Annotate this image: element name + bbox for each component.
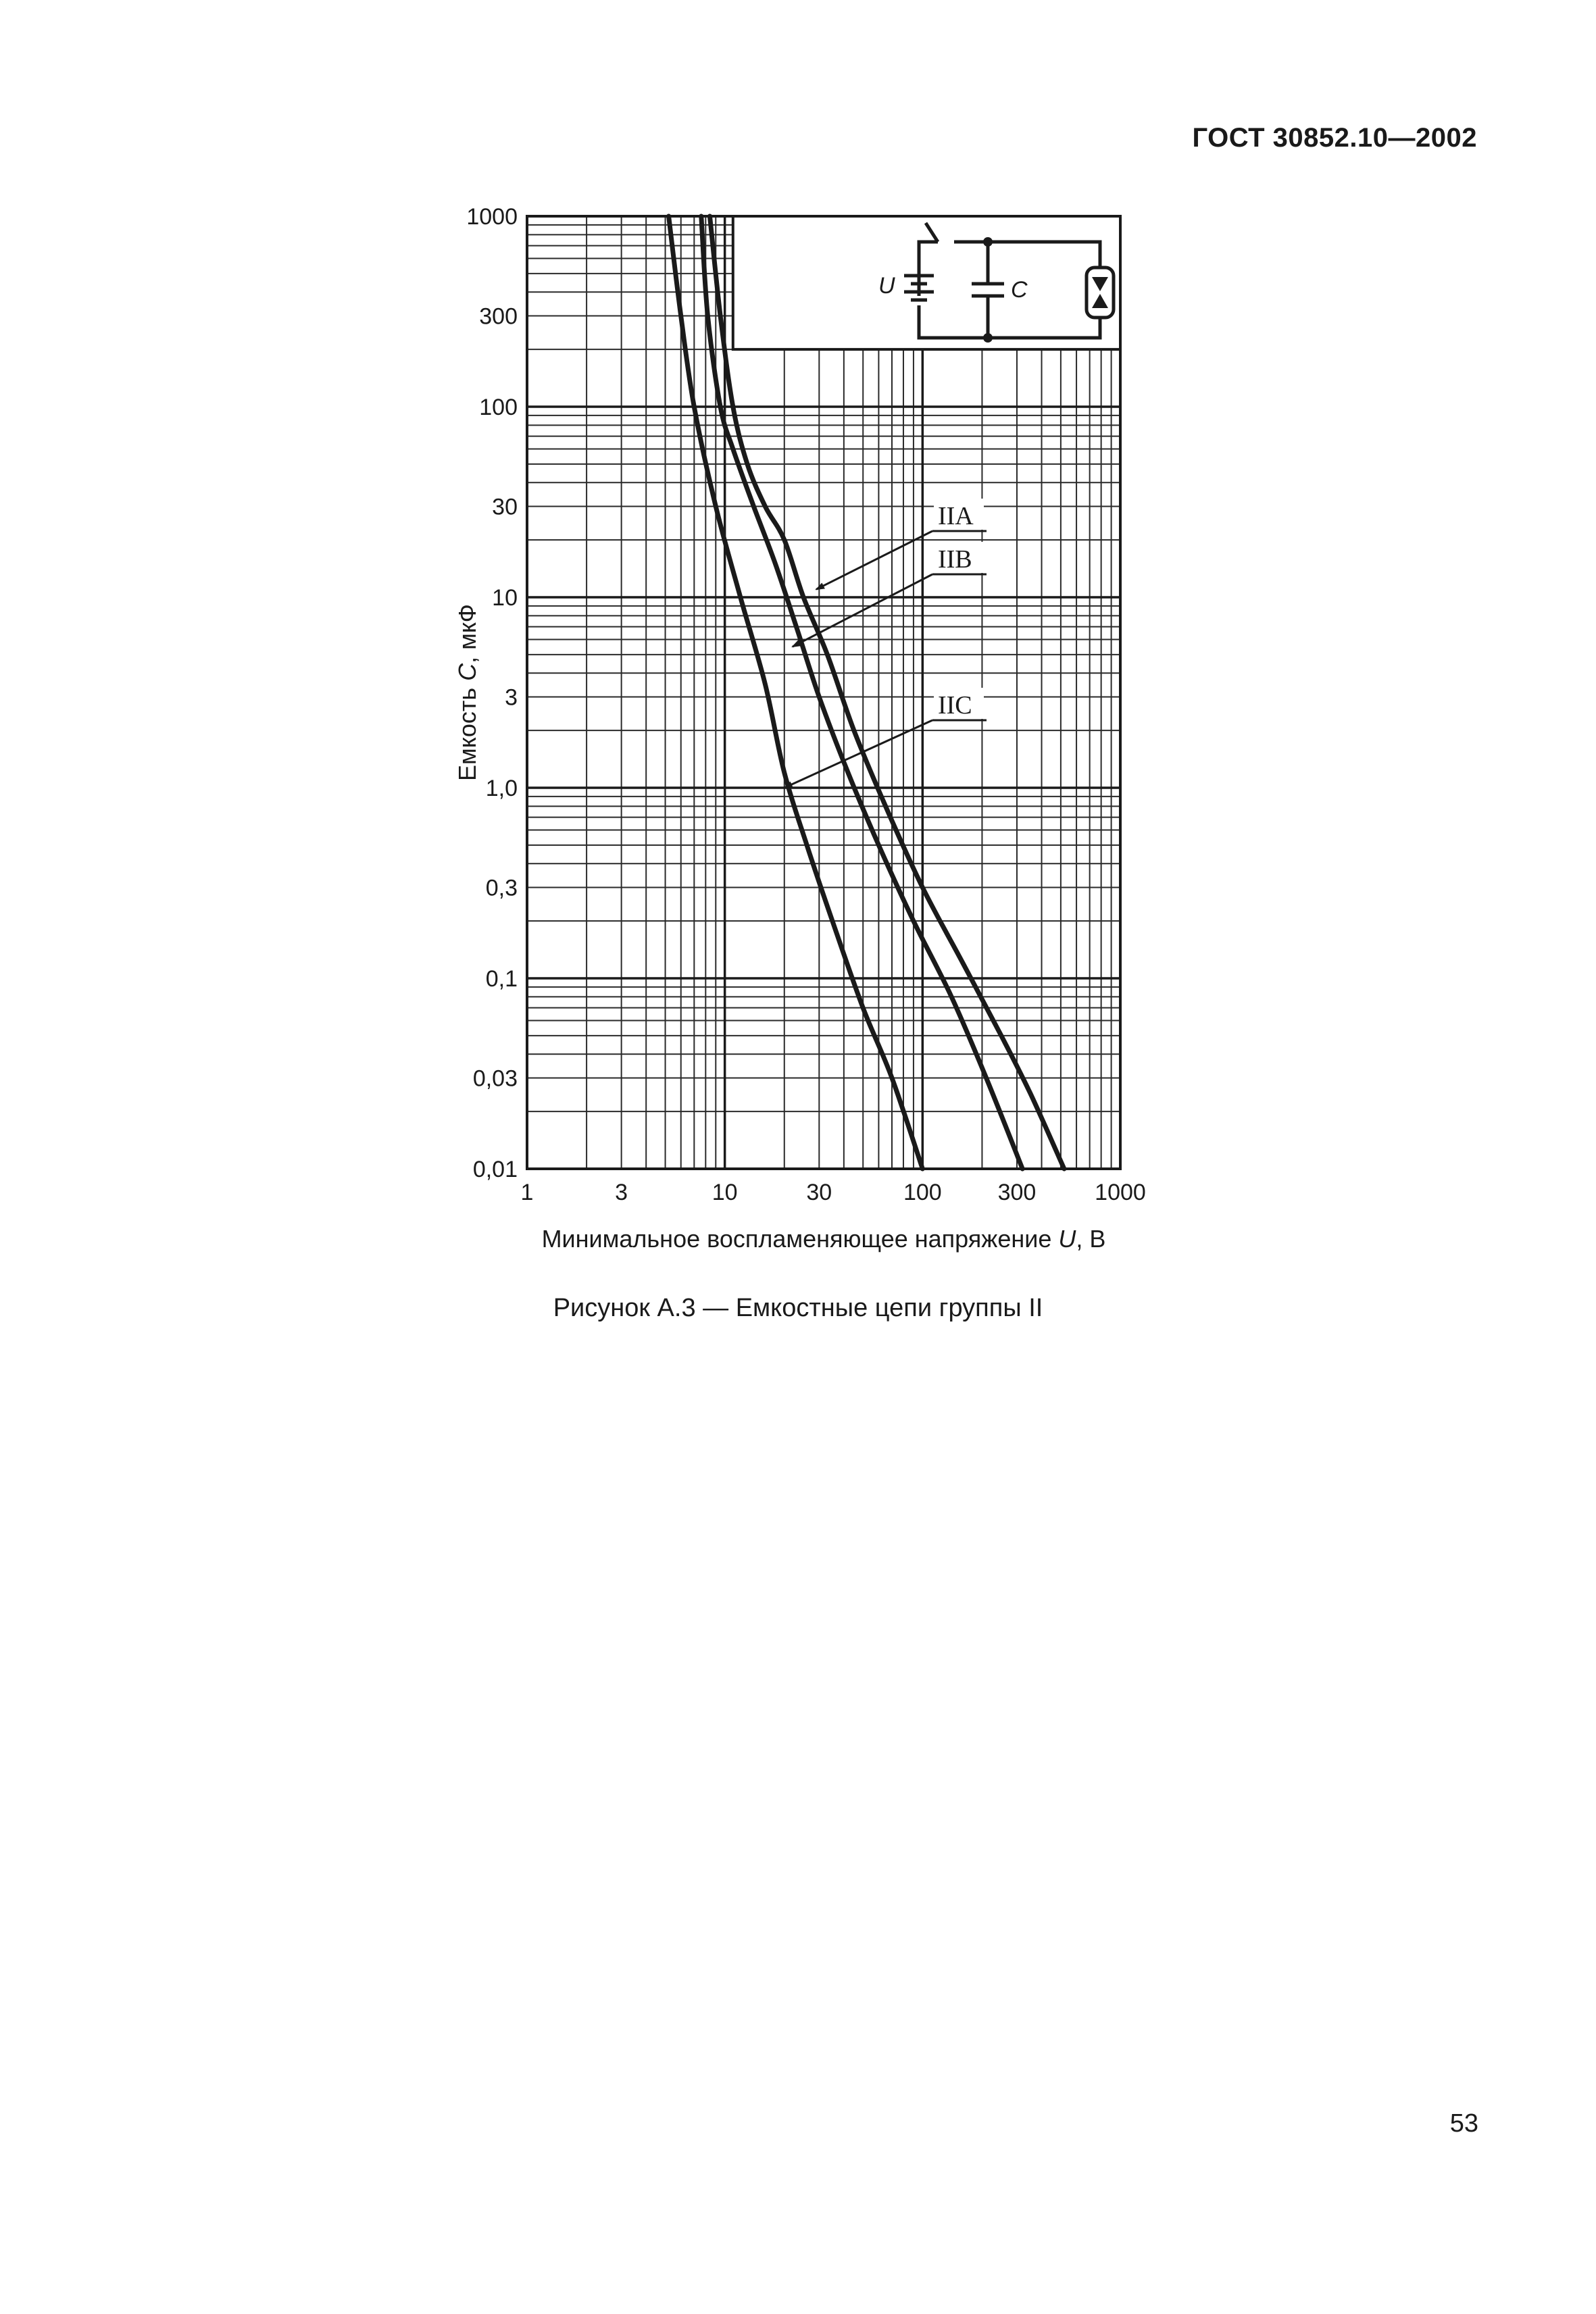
y-tick-label: 0,03 <box>472 1065 518 1092</box>
y-axis-title: Емкость C, мкФ <box>453 603 481 782</box>
curve-iia <box>710 216 1064 1169</box>
standard-code-header: ГОСТ 30852.10—2002 <box>1192 123 1477 153</box>
axis-titles <box>453 604 1105 1253</box>
y-tick-label: 3 <box>505 684 518 711</box>
y-tick-label: 300 <box>479 303 518 330</box>
x-tick-label: 10 <box>712 1180 738 1205</box>
label-iia-text: IIA <box>938 502 974 530</box>
x-tick-label: 3 <box>615 1180 628 1205</box>
y-tick-label: 1,0 <box>485 776 518 801</box>
circuit-inset <box>733 216 1120 349</box>
y-tick-label: 30 <box>492 494 518 520</box>
label-iib-text: IIB <box>938 545 972 574</box>
page-number: 53 <box>1449 2109 1478 2138</box>
x-tick-label: 300 <box>997 1180 1037 1205</box>
x-tick-label: 1000 <box>1095 1180 1146 1205</box>
figure-caption: Рисунок А.3 — Емкостные цепи группы II <box>553 1294 1043 1322</box>
curve-iic <box>669 216 923 1169</box>
plot-frame <box>527 216 1120 1169</box>
junction-dot <box>983 333 993 343</box>
y-tick-label: 0,01 <box>472 1157 518 1182</box>
y-tick-label: 0,3 <box>485 875 518 901</box>
chart-grid <box>527 216 1120 1169</box>
inset-c-label: C <box>1011 277 1028 303</box>
plot-border <box>527 216 1120 1169</box>
y-tick-label: 1000 <box>466 204 518 230</box>
curve-labels <box>784 499 987 788</box>
x-tick-label: 100 <box>903 1180 942 1205</box>
y-tick-label: 0,1 <box>485 966 518 992</box>
curves-group <box>669 216 1064 1169</box>
y-tick-label: 100 <box>479 395 518 420</box>
spark-apparatus-icon <box>1087 268 1114 318</box>
tick-labels <box>466 204 1145 1205</box>
inset-u-label: U <box>878 273 895 299</box>
x-tick-label: 30 <box>806 1180 832 1205</box>
junction-dot <box>983 237 993 247</box>
x-axis-title: Минимальное воспламеняющее напряжение U, В <box>541 1225 1106 1253</box>
x-tick-label: 1 <box>520 1180 534 1205</box>
label-iic-text: IIC <box>938 691 972 720</box>
y-tick-label: 10 <box>492 585 518 611</box>
